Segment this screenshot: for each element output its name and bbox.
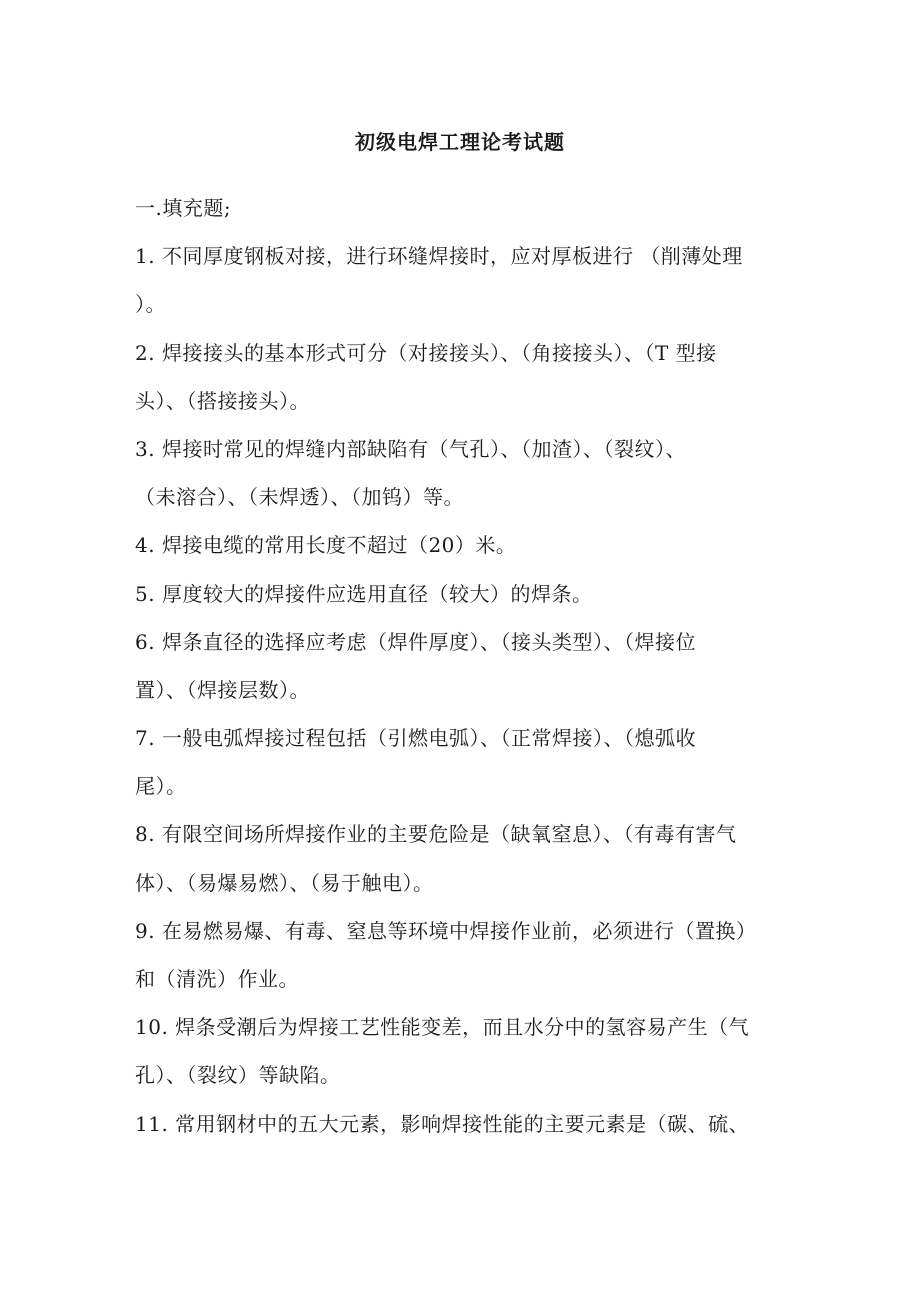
question-line: 9. 在易燃易爆、有毒、窒息等环境中焊接作业前，必须进行（置换）: [135, 918, 757, 943]
question-item-6: [135, 618, 795, 714]
question-item-11: [135, 1100, 795, 1148]
question-line: （未溶合）、（未焊透）、（加钨）等。: [135, 485, 464, 510]
question-item-7: [135, 714, 795, 810]
question-item-2: [135, 329, 795, 425]
question-line: 6. 焊条直径的选择应考虑（焊件厚度）、（接头类型）、（焊接位: [135, 629, 696, 654]
question-line: 2. 焊接接头的基本形式可分（对接接头）、（角接接头）、（T 型接: [135, 340, 717, 365]
question-line: 尾）。: [135, 774, 187, 799]
question-line: 4. 焊接电缆的常用长度不超过（20）米。: [135, 533, 517, 558]
question-line: 3. 焊接时常见的焊缝内部缺陷有（气孔）、（加渣）、（裂纹）、: [135, 436, 686, 461]
section-heading: 一.填充题;: [135, 196, 232, 220]
question-item-5: [135, 570, 795, 618]
question-item-8: [135, 810, 795, 906]
question-item-1: [135, 232, 795, 328]
question-item-10: [135, 1003, 795, 1099]
question-line: ）。: [135, 292, 166, 317]
question-line: 孔）、（裂纹）等缺陷。: [135, 1063, 341, 1088]
question-line: 10. 焊条受潮后为焊接工艺性能变差，而且水分中的氢容易产生（气: [135, 1015, 750, 1040]
question-item-4: [135, 521, 795, 569]
question-line: 11. 常用钢材中的五大元素，影响焊接性能的主要元素是（碳、硫、: [135, 1111, 750, 1136]
document-body: [135, 184, 795, 1148]
question-item-3: [135, 425, 795, 521]
question-line: 和（清洗）作业。: [135, 967, 299, 992]
question-line: 头）、（搭接接头）。: [135, 388, 310, 413]
question-line: 体）、（易爆易燃）、（易于触电）。: [135, 870, 434, 895]
question-line: 置）、（焊接层数）。: [135, 677, 310, 702]
question-line: 7. 一般电弧焊接过程包括（引燃电弧）、（正常焊接）、（熄弧收: [135, 726, 696, 751]
question-line: 1. 不同厚度钢板对接，进行环缝焊接时，应对厚板进行 （削薄处理: [135, 244, 743, 269]
question-line: 8. 有限空间场所焊接作业的主要危险是（缺氧窒息）、（有毒有害气: [135, 822, 737, 847]
question-item-9: [135, 907, 795, 1003]
question-line: 5. 厚度较大的焊接件应选用直径（较大）的焊条。: [135, 581, 593, 606]
document-title: 初级电焊工理论考试题: [355, 130, 565, 154]
